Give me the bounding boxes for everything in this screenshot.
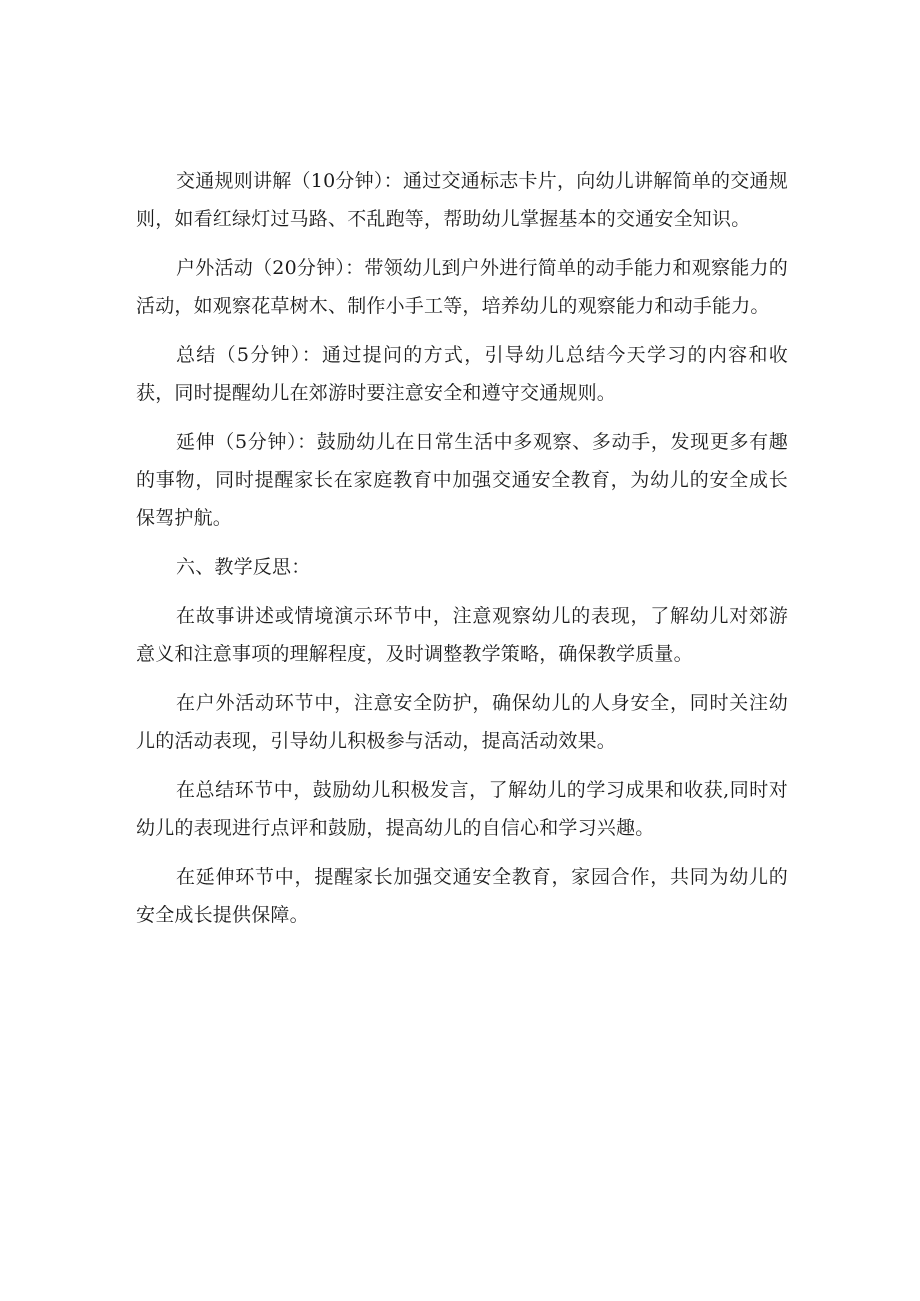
paragraph-traffic-rules: 交通规则讲解（10分钟）：通过交通标志卡片，向幼儿讲解简单的交通规则，如看红绿灯过马路、不乱跑等，帮助幼儿掌握基本的交通安全知识。 bbox=[136, 170, 788, 230]
paragraph-extension: 延伸（5分钟）：鼓励幼儿在日常生活中多观察、多动手，发现更多有趣的事物，同时提醒家长在家庭教育中加强交通安全教育，为幼儿的安全成长保驾护航。 bbox=[136, 431, 788, 529]
paragraph-outdoor-activity: 户外活动（20分钟）：带领幼儿到户外进行简单的动手能力和观察能力的活动，如观察花草树木、制作小手工等，培养幼儿的观察能力和动手能力。 bbox=[136, 257, 788, 317]
paragraph-reflection-story: 在故事讲述或情境演示环节中，注意观察幼儿的表现，了解幼儿对郊游意义和注意事项的理解程度，及时调整教学策略，确保教学质量。 bbox=[136, 605, 788, 665]
paragraph-reflection-outdoor: 在户外活动环节中，注意安全防护，确保幼儿的人身安全，同时关注幼儿的活动表现，引导幼儿积极参与活动，提高活动效果。 bbox=[136, 692, 788, 752]
section-heading-reflection: 六、教学反思： bbox=[176, 556, 311, 578]
paragraph-summary: 总结（5分钟）：通过提问的方式，引导幼儿总结今天学习的内容和收获，同时提醒幼儿在郊游时要注意安全和遵守交通规则。 bbox=[136, 344, 788, 404]
document-body bbox=[136, 162, 788, 945]
paragraph-reflection-extension: 在延伸环节中，提醒家长加强交通安全教育，家园合作，共同为幼儿的安全成长提供保障。 bbox=[136, 866, 788, 926]
paragraph-reflection-summary: 在总结环节中，鼓励幼儿积极发言，了解幼儿的学习成果和收获,同时对幼儿的表现进行点评和鼓励，提高幼儿的自信心和学习兴趣。 bbox=[136, 779, 788, 839]
